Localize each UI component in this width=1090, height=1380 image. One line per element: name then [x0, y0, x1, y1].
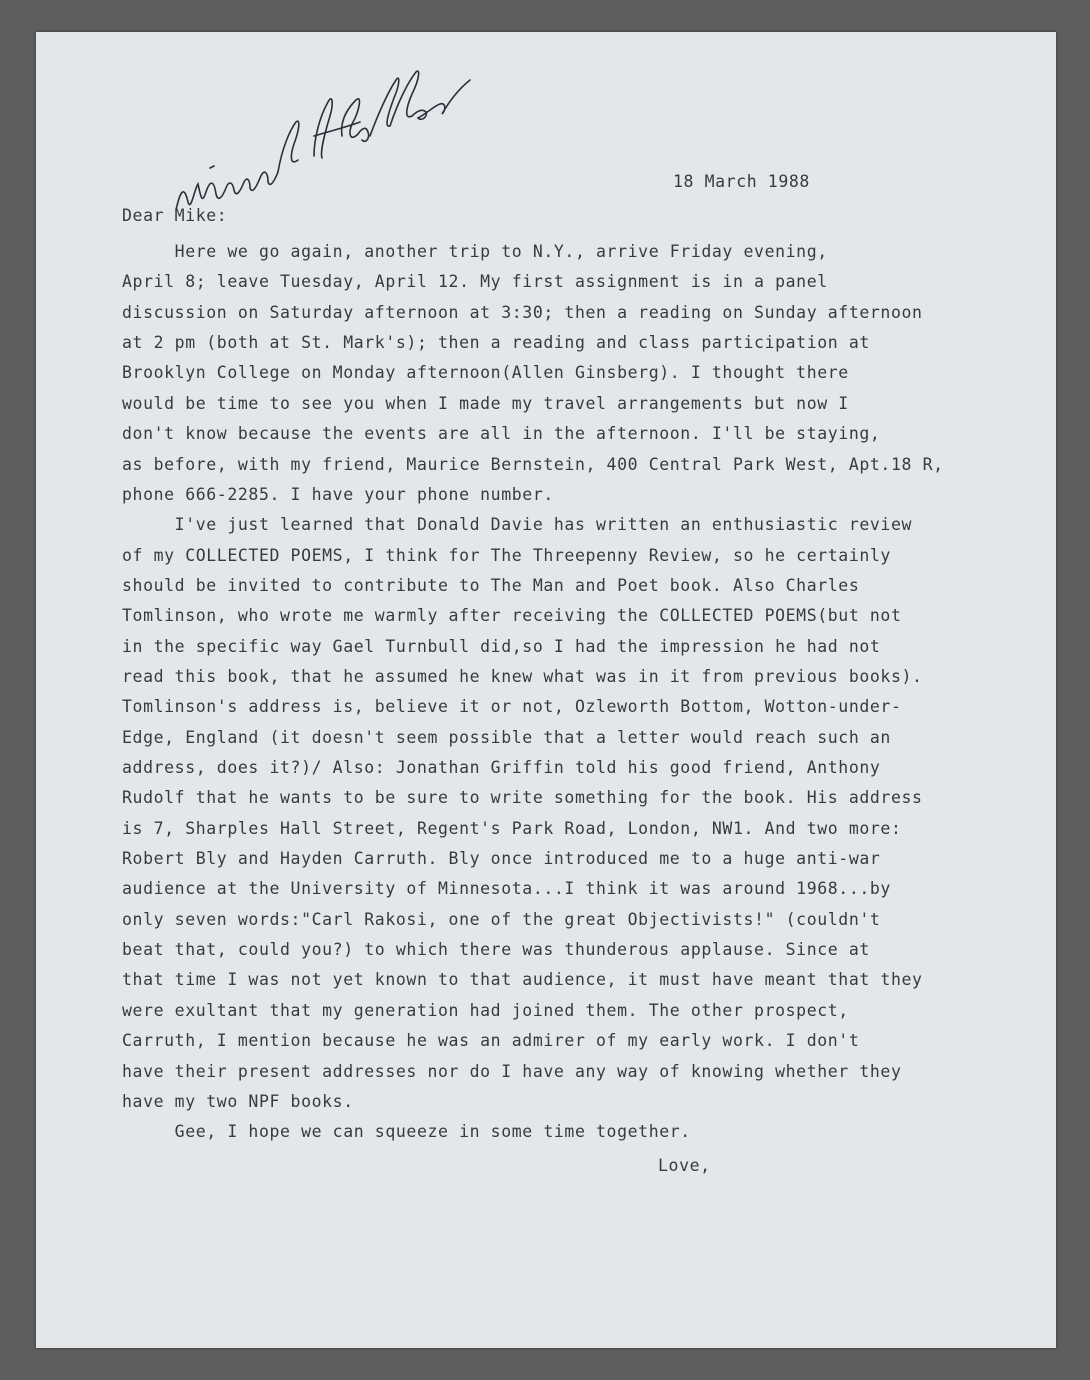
letter-line: Tomlinson, who wrote me warmly after receiving the COLLECTED POEMS(but not	[122, 606, 902, 626]
letter-line: Edge, England (it doesn't seem possible that a letter would reach such an	[122, 727, 891, 747]
letter-line: Tomlinson's address is, believe it or not, Ozleworth Bottom, Wotton-under-	[122, 697, 902, 717]
letter-line: have their present addresses nor do I have any way of knowing whether they	[122, 1061, 902, 1081]
letter-line: were exultant that my generation had joined them. The other prospect,	[122, 1000, 849, 1020]
letter-date: 18 March 1988	[673, 172, 810, 191]
letter-line: April 8; leave Tuesday, April 12. My first assignment is in a panel	[122, 272, 828, 292]
letter-line: have my two NPF books.	[122, 1091, 354, 1111]
letter-line: only seven words:"Carl Rakosi, one of the great Objectivists!" (couldn't	[122, 909, 881, 929]
letter-salutation: Dear Mike:	[122, 206, 228, 225]
letter-line: Rudolf that he wants to be sure to write something for the book. His address	[122, 788, 923, 808]
letter-line: as before, with my friend, Maurice Bernstein, 400 Central Park West, Apt.18 R,	[122, 454, 944, 474]
letter-line: don't know because the events are all in the afternoon. I'll be staying,	[122, 424, 881, 444]
letter-line: read this book, that he assumed he knew what was in it from previous books).	[122, 666, 923, 686]
letter-line: is 7, Sharples Hall Street, Regent's Park Road, London, NW1. And two more:	[122, 818, 902, 838]
handwritten-signature	[164, 52, 484, 222]
letter-line: Robert Bly and Hayden Carruth. Bly once introduced me to a huge anti-war	[122, 849, 881, 868]
letter-line: I've just learned that Donald Davie has written an enthusiastic review	[122, 515, 913, 535]
letter-line: of my COLLECTED POEMS, I think for The Threepenny Review, so he certainly	[122, 545, 891, 565]
letter-line: discussion on Saturday afternoon at 3:30; then a reading on Sunday afternoon	[122, 302, 923, 322]
letter-line: would be time to see you when I made my travel arrangements but now I	[122, 393, 849, 413]
letter-line: that time I was not yet known to that audience, it must have meant that they	[122, 970, 923, 990]
letter-line: in the specific way Gael Turnbull did,so I had the impression he had not	[122, 636, 881, 656]
letter-line: beat that, could you?) to which there was thunderous applause. Since at	[122, 940, 870, 960]
letter-line: address, does it?)/ Also: Jonathan Griffin told his good friend, Anthony	[122, 758, 881, 777]
letter-line: Here we go again, another trip to N.Y., arrive Friday evening,	[122, 242, 828, 261]
letter-line: should be invited to contribute to The Man and Poet book. Also Charles	[122, 575, 860, 595]
letter-closing: Love,	[658, 1156, 711, 1175]
letter-line: at 2 pm (both at St. Mark's); then a reading and class participation at	[122, 333, 870, 353]
letter-line: Gee, I hope we can squeeze in some time together.	[122, 1122, 691, 1142]
letter-line: Brooklyn College on Monday afternoon(Allen Ginsberg). I thought there	[122, 363, 849, 383]
letter-line: audience at the University of Minnesota...I think it was around 1968...by	[122, 879, 891, 899]
letter-line: phone 666-2285. I have your phone number.	[122, 484, 554, 504]
letter-page	[36, 32, 1056, 1348]
letter-line: Carruth, I mention because he was an admirer of my early work. I don't	[122, 1031, 860, 1051]
